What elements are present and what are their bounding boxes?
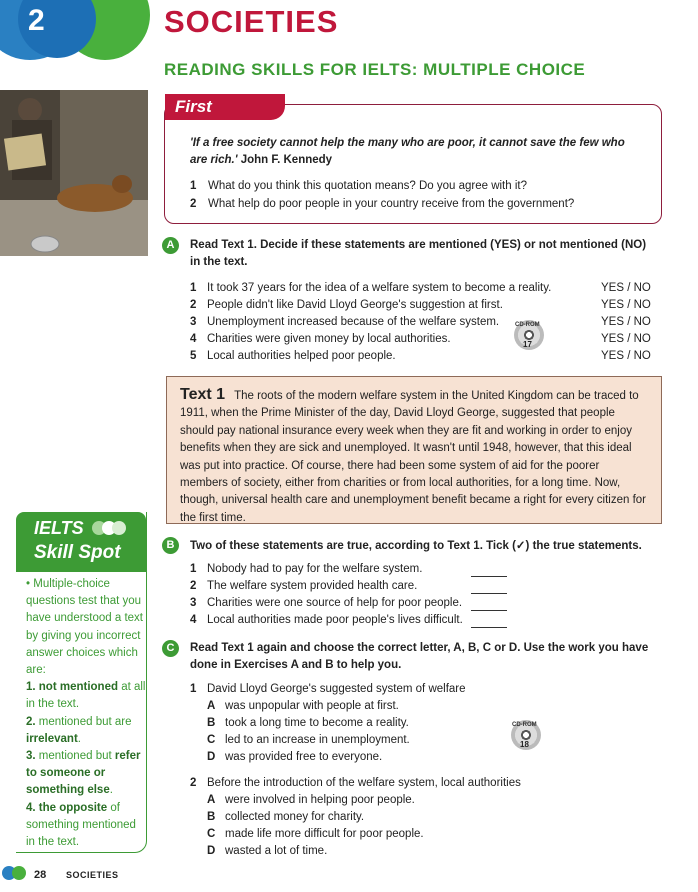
exercise-a-instruction: Read Text 1. Decide if these statements are mentioned (YES) or not mentioned (NO) in the text. bbox=[190, 239, 647, 268]
point-text: mentioned but are bbox=[35, 715, 132, 728]
option-text: was unpopular with people at first. bbox=[225, 700, 399, 712]
unit-number: 2 bbox=[28, 4, 45, 37]
item-number: 4 bbox=[190, 333, 197, 345]
point-text: of something mentioned in the text. bbox=[26, 801, 136, 849]
item-text: Nobody had to pay for the welfare system. bbox=[207, 563, 423, 575]
yes-no-option[interactable]: YES / NO bbox=[601, 316, 651, 328]
text-1-paragraph bbox=[180, 386, 648, 527]
item-number: 4 bbox=[190, 614, 197, 626]
question-text: What help do poor people in your country receive from the government? bbox=[208, 198, 575, 210]
option-letter: B bbox=[207, 811, 216, 823]
item-text: Charities were one source of help for poor people. bbox=[207, 597, 463, 609]
skill-spot-ielts: IELTS bbox=[34, 518, 84, 538]
question-number: 2 bbox=[190, 777, 197, 789]
question-text: What do you think this quotation means? Do you agree with it? bbox=[208, 180, 527, 192]
footer-circle-icon bbox=[12, 866, 26, 880]
point-text: mentioned but bbox=[35, 750, 115, 763]
quote-text: 'If a free society cannot help the many who are poor, it cannot save the few who are rich.' bbox=[190, 137, 625, 166]
question-number: 1 bbox=[190, 683, 197, 695]
item-number: 1 bbox=[190, 282, 197, 294]
yes-no-option[interactable]: YES / NO bbox=[601, 299, 651, 311]
bullet-icon: • bbox=[26, 578, 34, 590]
item-text: Charities were given money by local authorities. bbox=[207, 333, 451, 345]
exercise-c-instruction: Read Text 1 again and choose the correct letter, A, B, C or D. Use the work you have done in Exercises A and B to help you. bbox=[190, 642, 649, 671]
option-text: took a long time to become a reality. bbox=[225, 717, 409, 729]
yes-no-option[interactable]: YES / NO bbox=[601, 350, 651, 362]
item-text: The welfare system provided health care. bbox=[207, 580, 418, 592]
question-text: David Lloyd George's suggested system of welfare bbox=[207, 683, 466, 695]
item-number: 2 bbox=[190, 299, 197, 311]
skill-spot-point-3 bbox=[26, 748, 148, 800]
item-number: 3 bbox=[190, 316, 197, 328]
item-number: 1 bbox=[190, 563, 197, 575]
intro-text: Multiple-choice questions test that you have understood a text by giving you incorrect answer choices which are: bbox=[26, 578, 143, 677]
point-text: at all in the text. bbox=[26, 681, 146, 711]
skill-spot-intro bbox=[26, 576, 148, 679]
cd-label: CD-ROM bbox=[515, 322, 540, 328]
option-letter: A bbox=[207, 794, 216, 806]
exercise-b-letter: B bbox=[162, 537, 179, 554]
yes-no-option[interactable]: YES / NO bbox=[601, 333, 651, 345]
kennedy-quote bbox=[190, 135, 630, 169]
point-bold: refer to someone or something else bbox=[26, 750, 141, 797]
skill-spot-point-1 bbox=[26, 679, 148, 713]
question-text: Before the introduction of the welfare system, local authorities bbox=[207, 777, 521, 789]
first-thoughts-tab: First thoughts bbox=[165, 94, 285, 120]
unit-title: SOCIETIES bbox=[164, 4, 339, 39]
tick-answer-line[interactable] bbox=[471, 593, 507, 594]
exercise-c-letter: C bbox=[162, 640, 179, 657]
option-letter: C bbox=[207, 828, 216, 840]
option-letter: C bbox=[207, 734, 216, 746]
option-text: made life more difficult for poor people. bbox=[225, 828, 424, 840]
item-text: Local authorities helped poor people. bbox=[207, 350, 396, 362]
option-letter: B bbox=[207, 717, 216, 729]
page-number: 28 bbox=[34, 869, 47, 881]
skill-spot-point-4 bbox=[26, 800, 148, 852]
yes-no-option[interactable]: YES / NO bbox=[601, 282, 651, 294]
page-subtitle: READING SKILLS FOR IELTS: MULTIPLE CHOICE bbox=[164, 60, 586, 79]
text-1-title: Text 1 bbox=[180, 386, 226, 403]
homeless-man-photo bbox=[0, 90, 148, 256]
point-bold: 1. not mentioned bbox=[26, 681, 118, 694]
option-text: were involved in helping poor people. bbox=[225, 794, 415, 806]
option-letter: D bbox=[207, 845, 216, 857]
text-1-body: The roots of the modern welfare system in the United Kingdom can be traced to 1911, when the Prime Minister of the day, David Lloyd George, suggested that people should pay national insurance every week when they are fit and working in order to enjoy benefits when they are sick and unemployed. It wasn't until 1948, however, that this ideal was put into practice. Of course, there had been some system of aid for the poorer members of society, either from charities or from local authorities, for a long time. Now, though, universal health care and unemployment benefit became a right for every citizen for the first time. bbox=[180, 390, 647, 524]
cd-label: CD-ROM bbox=[512, 722, 537, 728]
quote-author: John F. Kennedy bbox=[240, 154, 333, 166]
item-text: Local authorities made poor people's lives difficult. bbox=[207, 614, 463, 626]
skill-spot-title: Skill Spot bbox=[34, 542, 121, 563]
option-text: led to an increase in unemployment. bbox=[225, 734, 410, 746]
point-text: . bbox=[109, 784, 113, 797]
cd-track: 18 bbox=[520, 740, 529, 749]
point-bold: 4. the opposite bbox=[26, 801, 108, 814]
item-text: People didn't like David Lloyd George's suggestion at first. bbox=[207, 299, 503, 311]
exercise-a-letter: A bbox=[162, 237, 179, 254]
item-number: 2 bbox=[190, 580, 197, 592]
option-text: wasted a lot of time. bbox=[225, 845, 328, 857]
option-letter: A bbox=[207, 700, 216, 712]
option-text: collected money for charity. bbox=[225, 811, 365, 823]
skill-spot-point-2 bbox=[26, 714, 148, 748]
tick-answer-line[interactable] bbox=[471, 576, 507, 577]
question-number: 1 bbox=[190, 180, 197, 192]
item-number: 3 bbox=[190, 597, 197, 609]
point-text: . bbox=[77, 732, 81, 745]
point-bold: 2. bbox=[26, 715, 36, 728]
skill-spot-circle-icon bbox=[112, 521, 126, 535]
skill-spot-text bbox=[26, 576, 148, 851]
option-letter: D bbox=[207, 751, 216, 763]
tick-answer-line[interactable] bbox=[471, 627, 507, 628]
footer-title: SOCIETIES bbox=[66, 870, 119, 880]
item-text: It took 37 years for the idea of a welfare system to become a reality. bbox=[207, 282, 552, 294]
question-number: 2 bbox=[190, 198, 197, 210]
cd-track: 17 bbox=[523, 340, 532, 349]
item-text: Unemployment increased because of the welfare system. bbox=[207, 316, 500, 328]
item-number: 5 bbox=[190, 350, 197, 362]
photo-illustration bbox=[0, 90, 148, 256]
point-bold: irrelevant bbox=[26, 732, 78, 745]
point-bold: 3. bbox=[26, 750, 36, 763]
exercise-b-instruction: Two of these statements are true, according to Text 1. Tick (✓) the true statements. bbox=[190, 540, 642, 552]
tick-answer-line[interactable] bbox=[471, 610, 507, 611]
option-text: was provided free to everyone. bbox=[225, 751, 383, 763]
